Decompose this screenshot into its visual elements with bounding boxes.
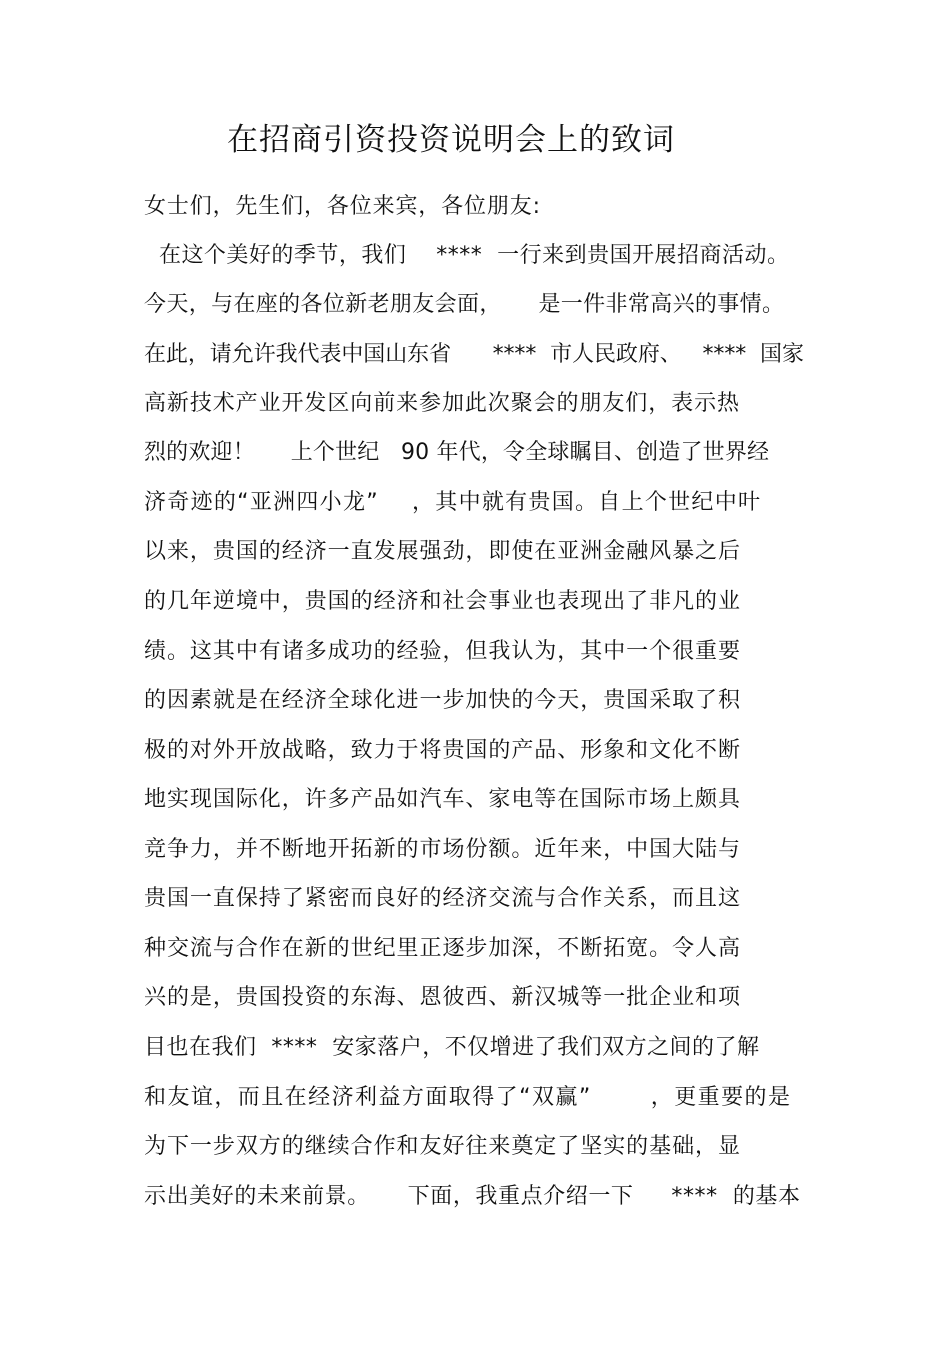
paragraph-line: 烈的欢迎！ 上个世纪 90 年代，令全球瞩目、创造了世界经 — [144, 440, 770, 465]
paragraph-line: 在此，请允许我代表中国山东省 **** 市人民政府、 **** 国家 — [144, 342, 804, 367]
paragraph-line: 高新技术产业开发区向前来参加此次聚会的朋友们，表示热 — [144, 391, 740, 416]
paragraph-line: 种交流与合作在新的世纪里正逐步加深，不断拓宽。令人高 — [144, 936, 741, 961]
paragraph-line: 竞争力，并不断地开拓新的市场份额。近年来，中国大陆与 — [144, 837, 741, 862]
paragraph-line: 的因素就是在经济全球化进一步加快的今天，贵国采取了积 — [144, 688, 741, 713]
document-title: 在招商引资投资说明会上的致词 — [227, 122, 675, 158]
paragraph-line: 为下一步双方的继续合作和友好往来奠定了坚实的基础，显 — [144, 1134, 741, 1159]
paragraph-line: 的几年逆境中，贵国的经济和社会事业也表现出了非凡的业 — [144, 589, 741, 614]
paragraph-line: 兴的是，贵国投资的东海、恩彼西、新汉城等一批企业和项 — [144, 985, 741, 1010]
paragraph-line: 贵国一直保持了紧密而良好的经济交流与合作关系，而且这 — [144, 886, 741, 911]
paragraph-line: 济奇迹的“亚洲四小龙” ，其中就有贵国。自上个世纪中叶 — [144, 490, 762, 515]
paragraph-line: 和友谊，而且在经济利益方面取得了“双赢” ，更重要的是 — [144, 1085, 792, 1110]
paragraph-line: 目也在我们 **** 安家落户，不仅增进了我们双方之间的了解 — [144, 1035, 760, 1060]
paragraph-line: 极的对外开放战略，致力于将贵国的产品、形象和文化不断 — [144, 738, 741, 763]
paragraph-line: 绩。这其中有诸多成功的经验，但我认为，其中一个很重要 — [144, 639, 741, 664]
paragraph-line: 以来，贵国的经济一直发展强劲，即使在亚洲金融风暴之后 — [144, 539, 741, 564]
paragraph-line: 女士们，先生们，各位来宾，各位朋友: — [144, 194, 541, 219]
paragraph-line: 今天，与在座的各位新老朋友会面， 是一件非常高兴的事情。 — [144, 292, 785, 317]
paragraph-line: 示出美好的未来前景。 下面，我重点介绍一下 **** 的基本 — [144, 1184, 801, 1209]
paragraph-line: 地实现国际化，许多产品如汽车、家电等在国际市场上颇具 — [144, 787, 741, 812]
paragraph-line: 在这个美好的季节，我们 **** 一行来到贵国开展招商活动。 — [144, 243, 790, 268]
